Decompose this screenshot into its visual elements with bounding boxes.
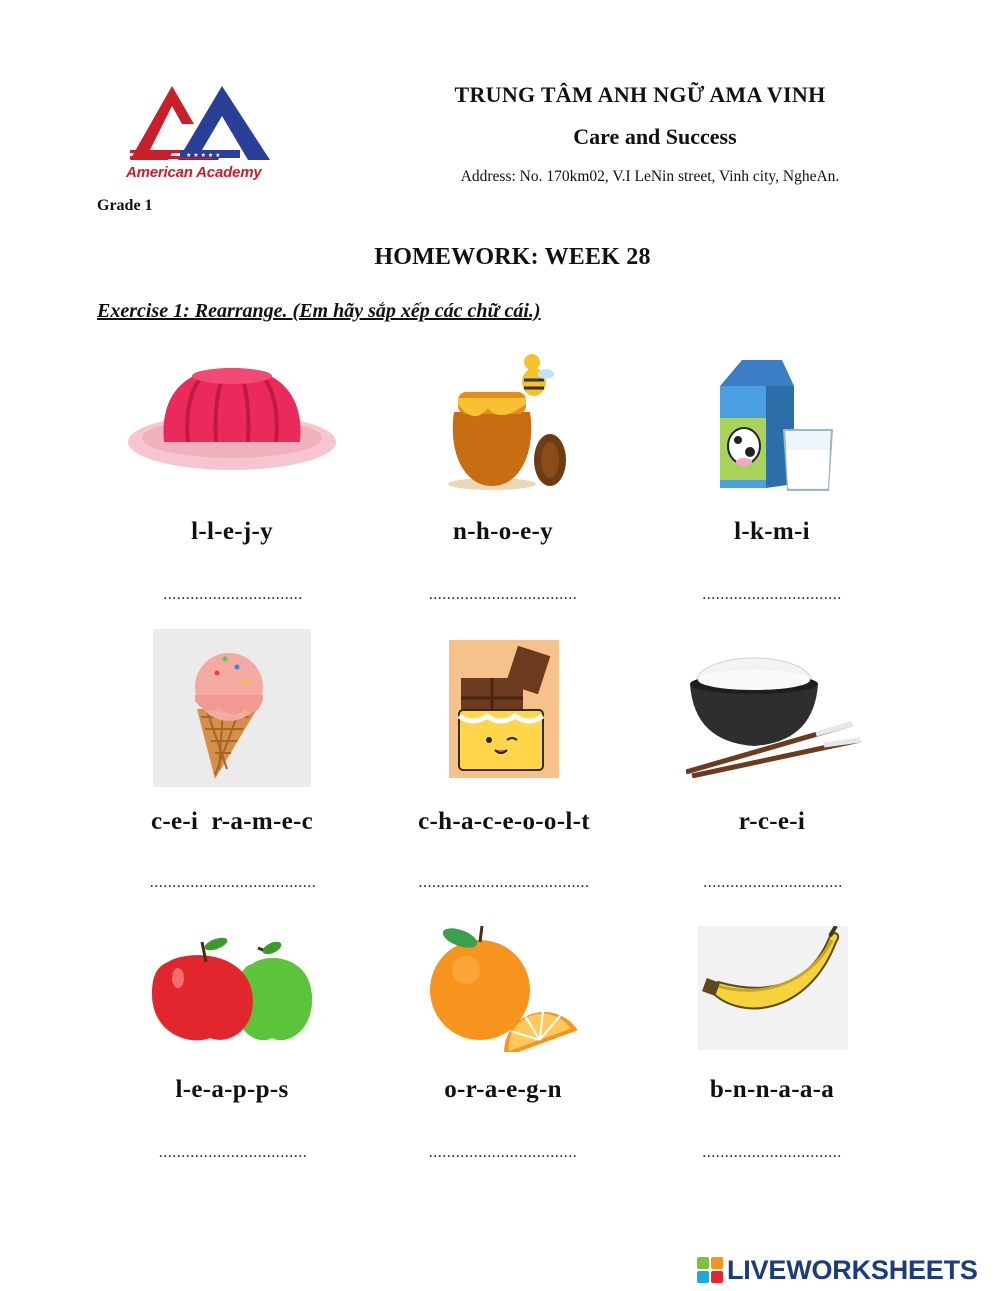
honey-pot-icon <box>444 352 568 492</box>
exercise-title: Exercise 1: Rearrange. (Em hãy sắp xếp các chữ cái.) <box>97 300 541 322</box>
scrambled-word: l-e-a-p-p-s <box>175 1076 289 1103</box>
apples-icon <box>148 934 316 1046</box>
scrambled-word: b-n-n-a-a-a <box>709 1076 835 1103</box>
grade-label: Grade 1 <box>97 197 153 214</box>
scrambled-word: o-r-a-e-g-n <box>444 1076 562 1103</box>
answer-blank[interactable]: ............................... <box>702 586 842 603</box>
answer-blank[interactable]: ............................... <box>163 586 303 603</box>
banana-icon <box>698 926 848 1050</box>
svg-text:★ ★ ★ ★ ★: ★ ★ ★ ★ ★ <box>186 152 221 159</box>
liveworksheets-brand[interactable] <box>697 1254 978 1286</box>
chocolate-icon <box>449 640 559 778</box>
scrambled-word: c-e-i r-a-m-e-c <box>150 808 314 835</box>
answer-blank[interactable]: ............................... <box>703 874 843 891</box>
liveworksheets-logo-icon <box>697 1257 723 1283</box>
answer-blank[interactable]: ............................... <box>702 1144 842 1161</box>
scrambled-word: r-c-e-i <box>738 808 806 835</box>
answer-blank[interactable]: ...................................... <box>418 874 590 891</box>
ice-cream-icon <box>153 629 311 787</box>
brand-name: LIVEWORKSHEETS <box>727 1254 978 1285</box>
scrambled-word: c-h-a-c-e-o-o-l-t <box>418 808 590 835</box>
center-address: Address: No. 170km02, V.I LeNin street, Vinh city, NgheAn. <box>460 168 840 185</box>
rice-bowl-icon <box>686 654 864 778</box>
answer-blank[interactable]: ..................................... <box>149 874 317 891</box>
center-motto: Care and Success <box>573 124 737 149</box>
orange-icon <box>426 920 582 1052</box>
scrambled-word: l-k-m-i <box>734 518 810 545</box>
answer-blank[interactable]: ................................. <box>428 1144 578 1161</box>
homework-title: HOMEWORK: WEEK 28 <box>374 244 651 270</box>
scrambled-word: n-h-o-e-y <box>453 518 553 545</box>
scrambled-word: l-l-e-j-y <box>191 518 273 545</box>
center-name: TRUNG TÂM ANH NGỮ AMA VINH <box>454 82 826 107</box>
answer-blank[interactable]: ................................. <box>158 1144 308 1161</box>
answer-blank[interactable]: ................................. <box>428 586 578 603</box>
jelly-icon <box>126 362 338 474</box>
milk-carton-icon <box>712 358 836 494</box>
logo-caption: American Academy <box>126 164 262 181</box>
